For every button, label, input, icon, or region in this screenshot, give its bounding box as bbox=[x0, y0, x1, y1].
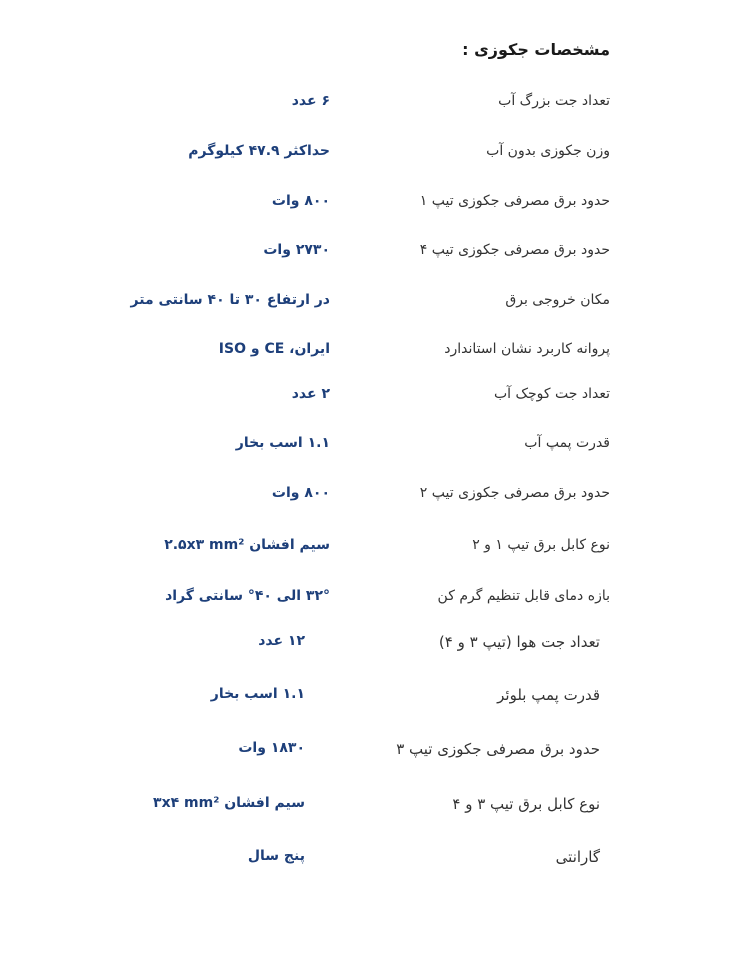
spec-value: ۸۰۰ وات bbox=[271, 193, 330, 209]
spec-sheet bbox=[130, 0, 610, 890]
spec-value: پنج سال bbox=[247, 848, 305, 864]
spec-row bbox=[150, 242, 610, 272]
spec-label: تعداد جت کوچک آب bbox=[493, 386, 610, 402]
spec-row bbox=[150, 341, 610, 371]
spec-row bbox=[150, 143, 610, 173]
spec-label: تعداد جت هوا (تیپ ۳ و ۴) bbox=[438, 633, 600, 651]
spec-label: نوع کابل برق تیپ ۱ و ۲ bbox=[472, 537, 610, 553]
spec-label: گارانتی bbox=[555, 848, 600, 866]
spec-row bbox=[150, 386, 610, 416]
spec-label: حدود برق مصرفی جکوزی تیپ ۳ bbox=[396, 740, 600, 758]
spec-value: ایران، CE و ISO bbox=[218, 341, 330, 357]
spec-label: قدرت پمپ بلوئر bbox=[497, 686, 600, 704]
spec-value: حداکثر ۴۷.۹ کیلوگرم bbox=[188, 143, 330, 159]
spec-value: ۱۸۳۰ وات bbox=[238, 740, 305, 756]
spec-label: وزن جکوزی بدون آب bbox=[486, 143, 610, 159]
spec-row bbox=[150, 435, 610, 465]
spec-row bbox=[150, 633, 610, 663]
spec-label: مکان خروجی برق bbox=[505, 292, 610, 308]
spec-value: در ارتفاع ۳۰ تا ۴۰ سانتی متر bbox=[130, 292, 330, 308]
spec-value: ۶ عدد bbox=[291, 93, 330, 109]
spec-row bbox=[150, 485, 610, 515]
spec-row bbox=[150, 93, 610, 123]
spec-value: ۱.۱ اسب بخار bbox=[210, 686, 305, 702]
spec-row bbox=[150, 537, 610, 567]
spec-label: تعداد جت بزرگ آب bbox=[498, 93, 610, 109]
spec-label: قدرت پمپ آب bbox=[524, 435, 610, 451]
spec-row bbox=[150, 588, 610, 618]
spec-label: پروانه کاربرد نشان استاندارد bbox=[444, 341, 610, 357]
spec-label: حدود برق مصرفی جکوزی تیپ ۱ bbox=[419, 193, 610, 209]
spec-value: ۲ عدد bbox=[291, 386, 330, 402]
spec-value: ۱۲ عدد bbox=[258, 633, 305, 649]
spec-value: سیم افشان ۲.۵x۳ mm² bbox=[164, 537, 330, 553]
spec-row bbox=[150, 193, 610, 223]
spec-value: ۲۷۳۰ وات bbox=[263, 242, 330, 258]
spec-row bbox=[150, 686, 610, 716]
spec-row bbox=[150, 848, 610, 878]
page-title: مشخصات جکوزی : bbox=[462, 40, 610, 59]
spec-label: نوع کابل برق تیپ ۳ و ۴ bbox=[452, 795, 600, 813]
spec-row bbox=[150, 740, 610, 770]
spec-row bbox=[130, 292, 610, 322]
spec-value: ۳۲° الی ۴۰° سانتی گراد bbox=[165, 588, 330, 604]
spec-label: حدود برق مصرفی جکوزی تیپ ۴ bbox=[419, 242, 610, 258]
spec-value: ۸۰۰ وات bbox=[271, 485, 330, 501]
spec-row bbox=[150, 795, 610, 825]
spec-label: بازه دمای قابل تنظیم گرم کن bbox=[437, 588, 610, 604]
spec-label: حدود برق مصرفی جکوزی تیپ ۲ bbox=[419, 485, 610, 501]
spec-value: سیم افشان ۳x۴ mm² bbox=[153, 795, 305, 811]
spec-value: ۱.۱ اسب بخار bbox=[235, 435, 330, 451]
